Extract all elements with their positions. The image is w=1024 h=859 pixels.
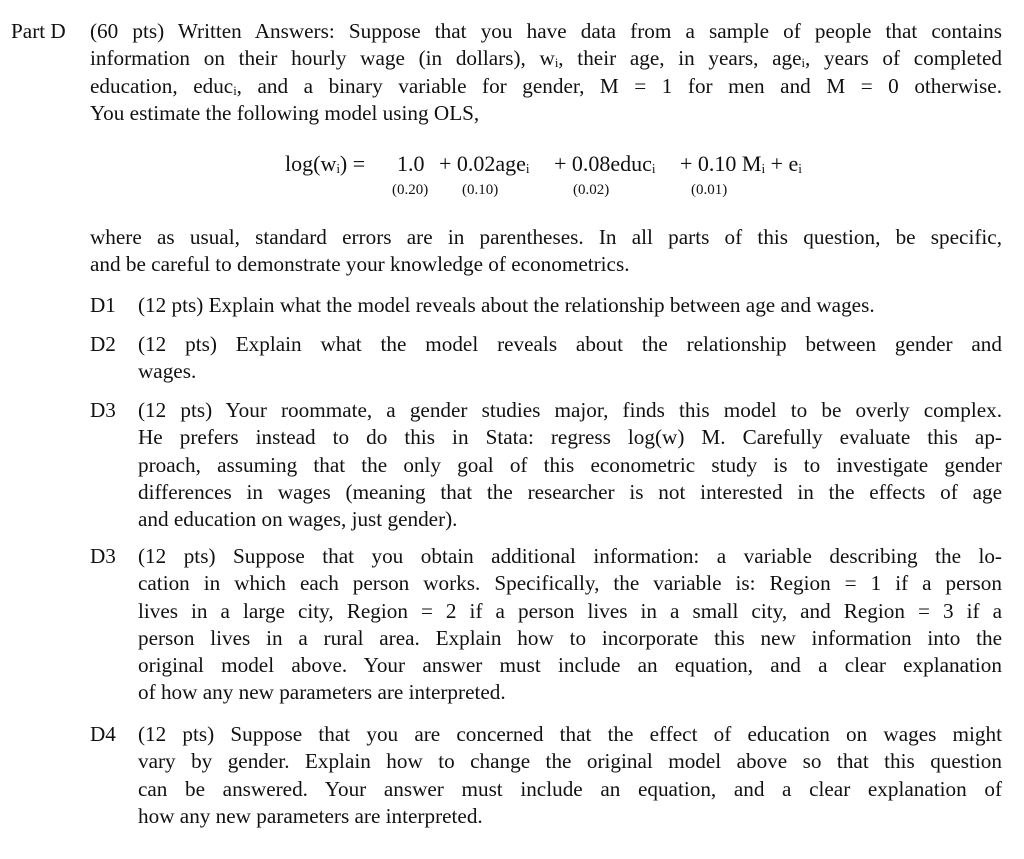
equation-term-educ: + 0.08educᵢ — [554, 151, 656, 176]
se-educ: (0.02) — [573, 182, 610, 198]
instructions — [90, 224, 1002, 279]
question-line: and education on wages, just gender). — [138, 507, 458, 532]
question-line: vary by gender. Explain how to change the original model above so that this question — [138, 749, 1002, 774]
question-line: how any new parameters are interpreted. — [138, 803, 483, 828]
question-line: (12 pts) Suppose that you are concerned that the effect of education on wages might — [138, 722, 1002, 746]
instruction-line: where as usual, standard errors are in parentheses. In all parts of this question, be specific, — [90, 225, 1002, 249]
equation-lhs: log(wᵢ) = — [285, 151, 366, 176]
question-line: can be answered. Your answer must include an equation, and a clear explanation of — [138, 776, 1002, 801]
intro-line: information on their hourly wage (in dollars), wᵢ, their age, in years, ageᵢ, years of completed — [90, 46, 1002, 71]
question-line: differences in wages (meaning that the researcher is not interested in the effects of age — [138, 479, 1002, 504]
question-line: (12 pts) Explain what the model reveals about the relationship between gender and — [138, 332, 1002, 356]
part-intro — [90, 18, 1002, 127]
question-line: He prefers instead to do this in Stata: regress log(w) M. Carefully evaluate this ap- — [138, 425, 1002, 450]
question-number: D3 — [90, 544, 116, 568]
equation-intercept: 1.0 — [397, 151, 425, 176]
intro-line: education, educᵢ, and a binary variable for gender, M = 1 for men and M = 0 otherwise. — [90, 73, 1002, 98]
question-line: proach, assuming that the only goal of this econometric study is to investigate gender — [138, 452, 1002, 477]
question-line: person lives in a rural area. Explain how to incorporate this new information into the — [138, 625, 1002, 650]
part-label: Part D — [11, 19, 66, 43]
intro-line: (60 pts) Written Answers: Suppose that you have data from a sample of people that contains — [90, 19, 1002, 43]
intro-line: You estimate the following model using OLS, — [90, 100, 480, 125]
question-line: original model above. Your answer must include an equation, and a clear explanation — [138, 653, 1002, 678]
question-line: (12 pts) Suppose that you obtain additional information: a variable describing the lo- — [138, 544, 1002, 568]
question-line: lives in a large city, Region = 2 if a person lives in a small city, and Region = 3 if a — [138, 598, 1002, 623]
question-line: of how any new parameters are interpreted. — [138, 680, 506, 705]
question-line: (12 pts) Explain what the model reveals about the relationship between age and wages. — [138, 293, 875, 317]
equation-term-gender: + 0.10 Mᵢ + eᵢ — [680, 151, 802, 176]
se-gender: (0.01) — [691, 182, 728, 198]
question-line: (12 pts) Your roommate, a gender studies major, finds this model to be overly complex. — [138, 398, 1002, 422]
equation-term-age: + 0.02ageᵢ — [439, 151, 530, 176]
question-line: wages. — [138, 359, 197, 384]
question-number: D1 — [90, 293, 116, 317]
question-number: D4 — [90, 722, 116, 746]
regression-equation — [0, 150, 1024, 202]
instruction-line: and be careful to demonstrate your knowledge of econometrics. — [90, 252, 630, 277]
se-age: (0.10) — [462, 182, 499, 198]
question-line: cation in which each person works. Specifically, the variable is: Region = 1 if a person — [138, 571, 1002, 596]
question-number: D2 — [90, 332, 116, 356]
se-intercept: (0.20) — [392, 182, 429, 198]
question-number: D3 — [90, 398, 116, 422]
